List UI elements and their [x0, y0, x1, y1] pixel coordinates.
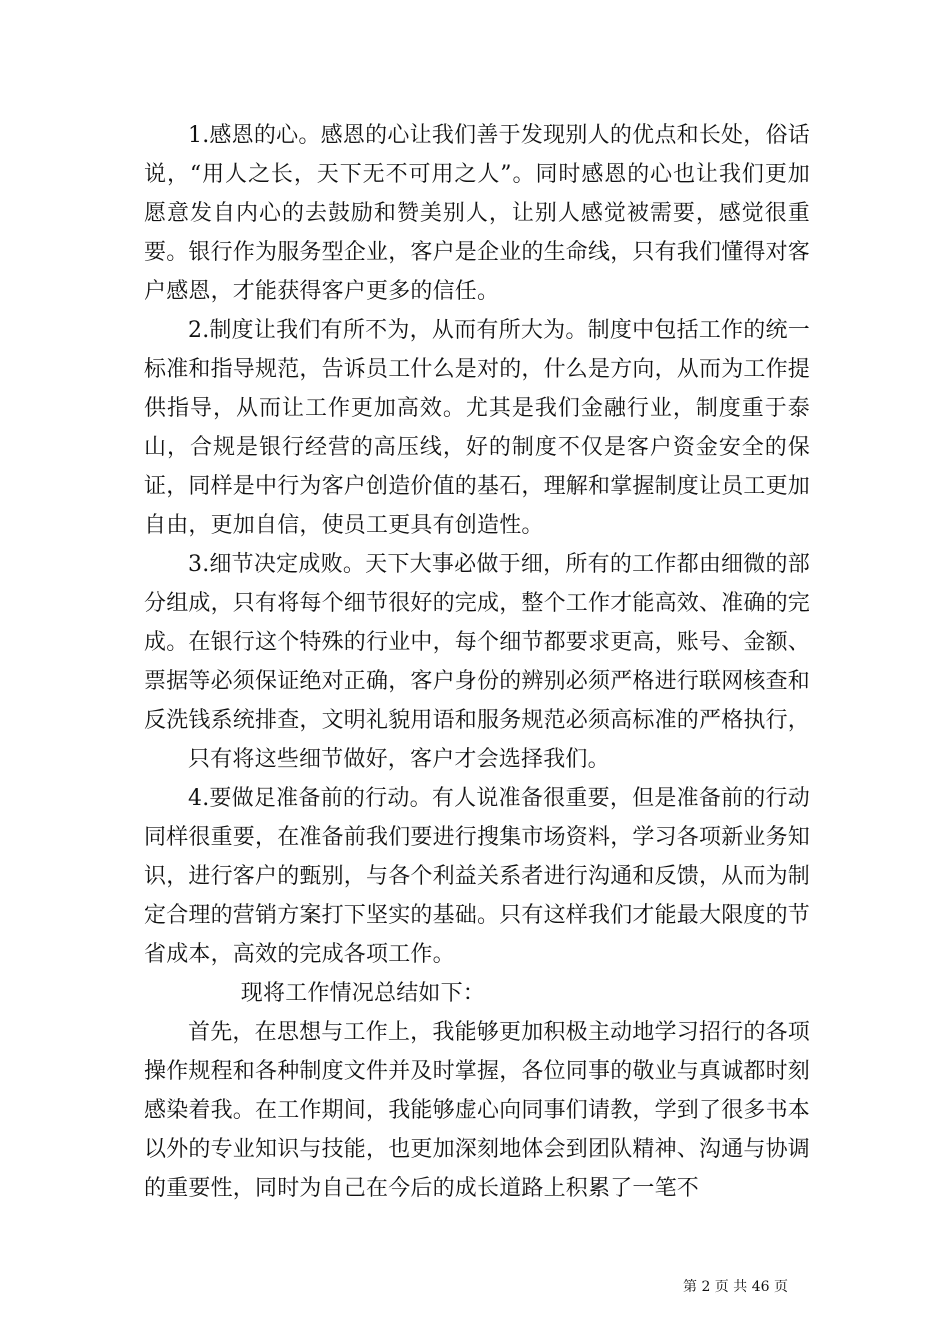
paragraph-details-conclusion: 只有将这些细节做好，客户才会选择我们。 — [188, 747, 610, 772]
paragraph-preparation: 4.要做足准备前的行动。有人说准备很重要，但是准备前的行动同样很重要，在准备前我们要进行搜集市场资料，学习各项新业务知识，进行客户的甄别，与各个利益关系者进行沟通和反馈，从而为制定合理的营销方案打下坚实的基础。只有这样我们才能最大限度的节省成本，高效的完成各项工作。 — [144, 786, 811, 967]
paragraph-first: 首先，在思想与工作上，我能够更加积极主动地学习招行的各项操作规程和各种制度文件并及时掌握，各位同事的敬业与真诚都时刻感染着我。在工作期间，我能够虚心向同事们请教，学到了很多书本以外的专业知识与技能，也更加深刻地体会到团队精神、沟通与协调的重要性，同时为自己在今后的成长道路上积累了一笔不 — [144, 1020, 811, 1201]
page-number: 第 2 页 共 46 页 — [683, 1279, 788, 1295]
paragraph-rules: 2.制度让我们有所不为，从而有所大为。制度中包括工作的统一标准和指导规范，告诉员工什么是对的，什么是方向，从而为工作提供指导，从而让工作更加高效。尤其是我们金融行业，制度重于泰山，合规是银行经营的高压线，好的制度不仅是客户资金安全的保证，同样是中行为客户创造价值的基石，理解和掌握制度让员工更加自由，更加自信，使员工更具有创造性。 — [144, 318, 811, 538]
document-body — [144, 116, 810, 1208]
paragraph-gratitude: 1.感恩的心。感恩的心让我们善于发现别人的优点和长处，俗话说，“用人之长，天下无不可用之人”。同时感恩的心也让我们更加愿意发自内心的去鼓励和赞美别人，让别人感觉被需要，感觉很重要。银行作为服务型企业，客户是企业的生命线，只有我们懂得对客户感恩，才能获得客户更多的信任。 — [144, 123, 811, 304]
paragraph-details: 3.细节决定成败。天下大事必做于细，所有的工作都由细微的部分组成，只有将每个细节很好的完成，整个工作才能高效、准确的完成。在银行这个特殊的行业中，每个细节都要求更高，账号、金额、票据等必须保证绝对正确，客户身份的辨别必须严格进行联网核查和反洗钱系统排查，文明礼貌用语和服务规范必须高标准的严格执行， — [144, 552, 811, 733]
paragraph-summary-heading: 现将工作情况总结如下： — [240, 981, 485, 1006]
